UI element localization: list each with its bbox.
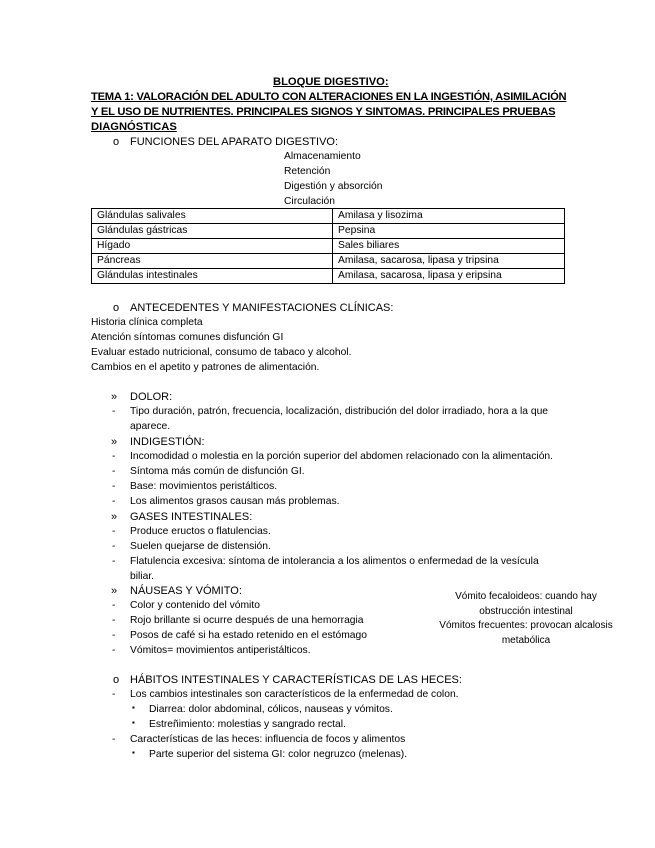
indigestion-item: Base: movimientos peristálticos. (130, 481, 278, 492)
antecedentes-line: Historia clínica completa (91, 317, 203, 328)
vomit-side-note (428, 590, 624, 648)
table-row (92, 269, 565, 284)
bullet-o-icon: o (113, 674, 120, 686)
arrow-bullet-icon: » (111, 511, 118, 523)
gases-heading: GASES INTESTINALES: (130, 511, 253, 523)
table-cell-gland: Páncreas (92, 254, 333, 269)
habitos-heading: HÁBITOS INTESTINALES Y CARACTERÍSTICAS DE LAS HECES: (130, 674, 462, 686)
table-cell-gland: Hígado (92, 239, 333, 254)
habitos-subitem: Diarrea: dolor abdominal, cólicos, nauseas y vómitos. (149, 704, 393, 715)
topic-title-line-1: TEMA 1: VALORACIÓN DEL ADULTO CON ALTERACIONES EN LA INGESTIÓN, ASIMILACIÓN (91, 91, 567, 103)
table-cell-gland: Glándulas intestinales (92, 269, 333, 284)
topic-title-line-3: DIAGNÓSTICAS (91, 121, 177, 133)
dash-bullet-icon: - (112, 734, 116, 745)
function-item: Almacenamiento (284, 151, 361, 162)
habitos-line: Los cambios intestinales son característicos de la enfermedad de colon. (130, 689, 459, 700)
table-row (92, 239, 565, 254)
dolor-heading: DOLOR: (130, 391, 173, 403)
dash-bullet-icon: - (112, 451, 116, 462)
antecedentes-line: Evaluar estado nutricional, consumo de tabaco y alcohol. (91, 347, 352, 358)
nauseas-item: Color y contenido del vómito (130, 600, 260, 611)
function-item: Circulación (284, 196, 335, 207)
square-bullet-icon: ▪ (132, 718, 135, 727)
dolor-item: Tipo duración, patrón, frecuencia, localización, distribución del dolor irradiado, hora a la que (130, 406, 549, 417)
dash-bullet-icon: - (112, 466, 116, 477)
dash-bullet-icon: - (112, 406, 116, 417)
indigestion-item: Síntoma más común de disfunción GI. (130, 466, 305, 477)
arrow-bullet-icon: » (111, 391, 118, 403)
arrow-bullet-icon: » (111, 585, 118, 597)
functions-heading: FUNCIONES DEL APARATO DIGESTIVO: (130, 136, 339, 148)
gases-item: Suelen quejarse de distensión. (130, 541, 271, 552)
dash-bullet-icon: - (112, 600, 116, 611)
table-cell-enzyme: Amilasa y lisozima (333, 209, 565, 224)
habitos-line: Características de las heces: influencia de focos y alimentos (130, 734, 406, 745)
bullet-o-icon: o (113, 136, 120, 148)
nauseas-item: Vómitos= movimientos antiperistálticos. (130, 645, 311, 656)
table-cell-enzyme: Pepsina (333, 224, 565, 239)
dash-bullet-icon: - (112, 615, 116, 626)
indigestion-heading: INDIGESTIÓN: (130, 436, 205, 448)
gases-item: Flatulencia excesiva: síntoma de intolerancia a los alimentos o enfermedad de la vesícula (130, 556, 539, 567)
square-bullet-icon: ▪ (132, 703, 135, 712)
table-row (92, 254, 565, 269)
dash-bullet-icon: - (112, 481, 116, 492)
glands-enzymes-table (91, 208, 565, 284)
nauseas-item: Posos de café si ha estado retenido en el estómago (130, 630, 367, 641)
antecedentes-line: Atención síntomas comunes disfunción GI (91, 332, 284, 343)
indigestion-item: Incomodidad o molestia en la porción superior del abdomen relacionado con la alimentación. (130, 451, 554, 462)
table-row (92, 224, 565, 239)
topic-title-line-2: Y EL USO DE NUTRIENTES. PRINCIPALES SIGNOS Y SINTOMAS. PRINCIPALES PRUEBAS (91, 106, 556, 118)
table-cell-gland: Glándulas salivales (92, 209, 333, 224)
nauseas-item: Rojo brillante si ocurre después de una hemorragia (130, 615, 364, 626)
indigestion-item: Los alimentos grasos causan más problemas. (130, 496, 340, 507)
gases-item: Produce eructos o flatulencias. (130, 526, 271, 537)
habitos-subitem: Parte superior del sistema GI: color negruzco (melenas). (149, 749, 408, 760)
bullet-o-icon: o (113, 302, 120, 314)
dash-bullet-icon: - (112, 496, 116, 507)
dash-bullet-icon: - (112, 541, 116, 552)
dolor-item: aparece. (130, 421, 171, 432)
document-title: BLOQUE DIGESTIVO: (273, 76, 389, 88)
antecedentes-line: Cambios en el apetito y patrones de alimentación. (91, 362, 320, 373)
side-note-line: metabólica (501, 634, 551, 646)
function-item: Digestión y absorción (284, 181, 383, 192)
dash-bullet-icon: - (112, 645, 116, 656)
side-note-line: obstrucción intestinal (479, 605, 573, 617)
dash-bullet-icon: - (112, 526, 116, 537)
square-bullet-icon: ▪ (132, 748, 135, 757)
table-cell-enzyme: Amilasa, sacarosa, lipasa y eripsina (333, 269, 565, 284)
table-cell-enzyme: Amilasa, sacarosa, lipasa y tripsina (333, 254, 565, 269)
dash-bullet-icon: - (112, 689, 116, 700)
side-note-line: Vómitos frecuentes: provocan alcalosis (439, 620, 613, 631)
side-note-line: Vómito fecaloideos: cuando hay (455, 591, 597, 602)
nauseas-heading: NÁUSEAS Y VÓMITO: (130, 585, 242, 597)
arrow-bullet-icon: » (111, 436, 118, 448)
function-item: Retención (284, 166, 331, 177)
gases-item: biliar. (130, 571, 155, 582)
table-cell-enzyme: Sales biliares (333, 239, 565, 254)
table-cell-gland: Glándulas gástricas (92, 224, 333, 239)
dash-bullet-icon: - (112, 556, 116, 567)
dash-bullet-icon: - (112, 630, 116, 641)
table-row (92, 209, 565, 224)
antecedentes-heading: ANTECEDENTES Y MANIFESTACIONES CLÍNICAS: (130, 302, 394, 314)
habitos-subitem: Estreñimiento: molestias y sangrado rectal. (149, 719, 346, 730)
